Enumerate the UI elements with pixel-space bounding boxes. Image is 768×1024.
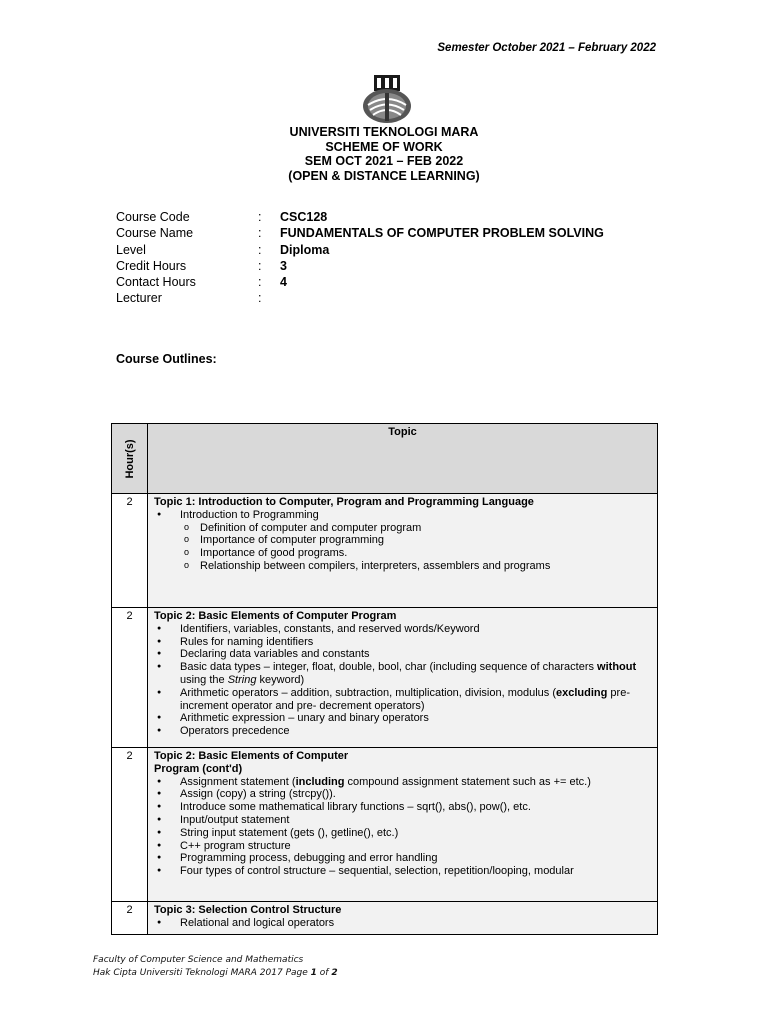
info-label: Lecturer [116, 291, 162, 306]
footer-copyright: Hak Cipta Universiti Teknologi MARA 2017 Page 1 of 2 [93, 968, 338, 978]
sub-list-item: o Importance of computer programming [180, 534, 651, 547]
lecturer-row [116, 290, 604, 306]
list-item: ● Identifiers, variables, constants, and reserved words/Keyword [154, 623, 651, 636]
info-label: Contact Hours [116, 275, 196, 290]
contact-hours-row [116, 274, 604, 290]
university-name: UNIVERSITI TEKNOLOGI MARA [289, 125, 479, 139]
info-value: CSC128 [280, 210, 328, 224]
level-row [116, 242, 604, 258]
list-item: ● Programming process, debugging and error handling [154, 852, 651, 865]
list-item: ● Introduce some mathematical library functions – sqrt(), abs(), pow(), etc. [154, 801, 651, 814]
topic-cell [148, 608, 658, 748]
list-item: ● Basic data types – integer, float, double, bool, char (including sequence of characters without using the String keyword) [154, 661, 651, 687]
list-item: ● Arithmetic expression – unary and binary operators [154, 712, 651, 725]
page-footer [93, 954, 338, 980]
course-outlines-heading: Course Outlines: [116, 352, 217, 366]
page-total: 2 [331, 968, 338, 978]
topic-title: Topic 3: Selection Control Structure [154, 904, 342, 916]
table-row [112, 494, 658, 608]
table-row [112, 608, 658, 748]
credit-hours-row [116, 258, 604, 274]
info-colon: : [258, 291, 262, 306]
topic-column-header: Topic [148, 424, 658, 494]
page-current: 1 [310, 968, 317, 978]
hours-cell: 2 [112, 494, 148, 608]
footer-faculty: Faculty of Computer Science and Mathematics [93, 955, 304, 965]
info-label: Course Code [116, 210, 190, 224]
info-colon: : [258, 242, 262, 257]
course-info [116, 209, 604, 307]
hours-cell: 2 [112, 608, 148, 748]
topic-title: Topic 2: Basic Elements of Computer Program [154, 610, 397, 622]
semester-header: Semester October 2021 – February 2022 [437, 42, 656, 54]
list-item: ● Rules for naming identifiers [154, 636, 651, 649]
course-code-row [116, 209, 604, 225]
table-row [112, 902, 658, 935]
uitm-logo-icon [362, 73, 412, 125]
topic-cell [148, 748, 658, 902]
list-item: ● Assign (copy) a string (strcpy()). [154, 788, 651, 801]
info-value: 3 [280, 258, 287, 273]
semester-title: SEM OCT 2021 – FEB 2022 [304, 154, 464, 168]
list-item: ● Introduction to Programming o Definition of computer and computer program o Importance of computer programming o Importance of good programs. o Relationship between compilers, interpreters, assemblers and programs [154, 509, 651, 573]
topic-cell [148, 494, 658, 608]
list-item: ● Four types of control structure – sequential, selection, repetition/looping, modular [154, 865, 651, 878]
list-item: ● Relational and logical operators [154, 917, 651, 930]
hours-cell: 2 [112, 902, 148, 935]
info-colon: : [258, 275, 262, 290]
topic-cell [148, 902, 658, 935]
hours-cell: 2 [112, 748, 148, 902]
table-header-row [112, 424, 658, 494]
document-title-block [0, 125, 768, 183]
scheme-title: SCHEME OF WORK [325, 139, 443, 154]
info-label: Credit Hours [116, 258, 187, 273]
info-value: 4 [280, 275, 287, 290]
list-item: ● String input statement (gets (), getline(), etc.) [154, 827, 651, 840]
sub-list-item: o Importance of good programs. [180, 547, 651, 560]
sub-list-item: o Relationship between compilers, interpreters, assemblers and programs [180, 560, 651, 573]
list-item: ● Input/output statement [154, 814, 651, 827]
info-value: Diploma [280, 242, 330, 257]
hours-column-header: Hour(s) [112, 424, 148, 494]
topic-title: Topic 2: Basic Elements of Computer [154, 750, 349, 762]
info-label: Level [116, 242, 146, 257]
sub-list-item: o Definition of computer and computer program [180, 522, 651, 535]
course-name-row [116, 225, 604, 241]
table-row [112, 748, 658, 902]
list-item: ● Declaring data variables and constants [154, 648, 651, 661]
info-value: FUNDAMENTALS OF COMPUTER PROBLEM SOLVING [280, 226, 604, 241]
topic-title: Topic 1: Introduction to Computer, Program and Programming Language [154, 496, 534, 508]
topics-table [111, 423, 658, 935]
info-colon: : [258, 210, 262, 224]
topic-title-cont: Program (cont'd) [154, 762, 243, 775]
mode-title: (OPEN & DISTANCE LEARNING) [288, 168, 480, 183]
list-item: ● C++ program structure [154, 840, 651, 853]
list-item: ● Assignment statement (including compound assignment statement such as += etc.) [154, 776, 651, 789]
list-item: ● Operators precedence [154, 725, 651, 738]
info-label: Course Name [116, 226, 194, 241]
info-colon: : [258, 226, 262, 241]
info-colon: : [258, 258, 262, 273]
list-item: ● Arithmetic operators – addition, subtraction, multiplication, division, modulus (excluding pre-increment operator and pre- decrement operators) [154, 687, 651, 713]
